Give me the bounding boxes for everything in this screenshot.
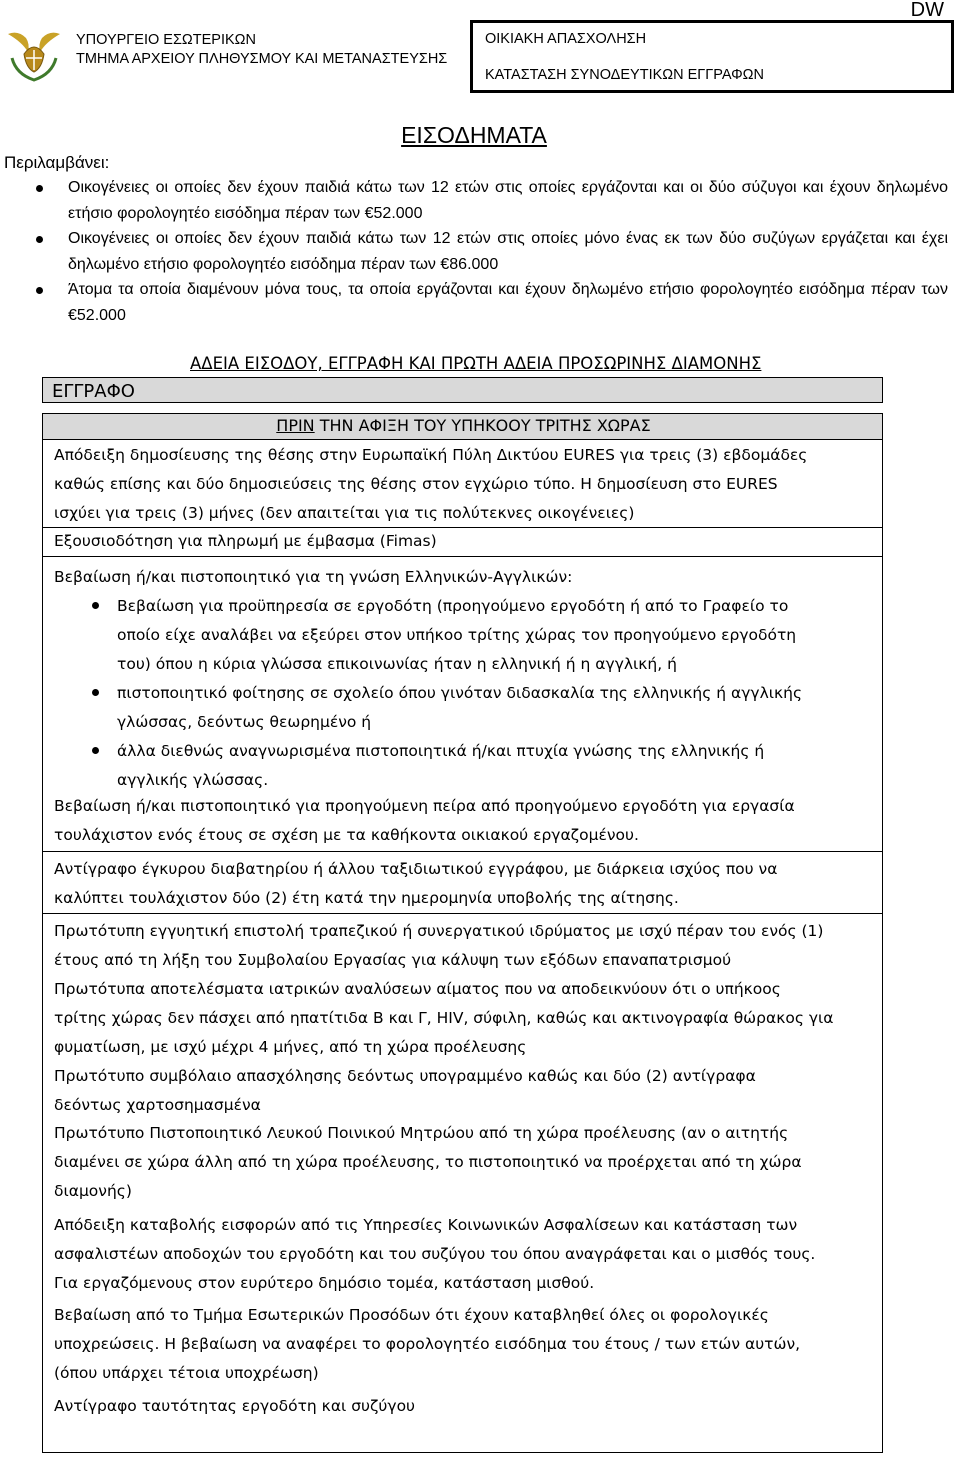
sub-item: Βεβαίωση για προϋπηρεσία σε εργοδότη (προηγούμενο εργοδότη ή από το Γραφείο το οποίο είχε αναλάβει να εξεύρει στον υπήκοο τρίτης χώρας τον προηγούμενο εργοδότη του) όπου η κύρια γλώσσα επικοινωνίας ήταν η ελληνική ή η αγγλική, ή xyxy=(54,592,876,679)
employment-type: ΟΙΚΙΑΚΗ ΑΠΑΣΧΟΛΗΣΗ xyxy=(485,31,647,47)
section-header-bar xyxy=(42,377,883,403)
document-row: Πρωτότυπο συμβόλαιο απασχόλησης δεόντως υπογραμμένο καθώς και δύο (2) αντίγραφα δεόντως χαρτοσημασμένα xyxy=(54,1067,756,1114)
document-row: Πρωτότυπο Πιστοποιητικό Λευκού Ποινικού Μητρώου από τη χώρα προέλευσης (αν ο αιτητής διαμένει σε χώρα άλλη από τη χώρα προέλευσης, το πιστοποιητικό να προέρχεται από τη χώρα διαμονής) xyxy=(54,1124,802,1200)
ministry-heading xyxy=(76,31,447,69)
document-row: Αντίγραφο ταυτότητας εργοδότη και συζύγου xyxy=(54,1397,416,1415)
income-title: ΕΙΣΟΔΗΜΑΤΑ xyxy=(401,122,547,148)
sub-item: πιστοποιητικό φοίτησης σε σχολείο όπου γινόταν διδασκαλία της ελληνικής ή αγγλικής γλώσσας, δεόντως θεωρημένο ή xyxy=(54,679,876,737)
document-row: Βεβαίωση ή/και πιστοποιητικό για τη γνώση Ελληνικών-Αγγλικών: Βεβαίωση για προϋπηρεσία σε εργοδότη (προηγούμενο εργοδότη ή από το Γραφείο το οποίο είχε αναλάβει να εξεύρει στον υπήκοο τρίτης χώρας τον προηγούμενο εργοδότη του) όπου η κύρια γλώσσα επικοινωνίας ήταν η ελληνική ή η αγγλική, ή πιστοποιητικό φοίτησης σε σχολείο όπου γινόταν διδασκαλία της ελληνικής ή αγγλικής γλώσσας, δεόντως θεωρημένο ή άλλα διεθνώς αναγνωρισμένα πιστοποιητικά ή/και πτυχία γνώσης της ελληνικής ή αγγλικής γλώσσας. xyxy=(54,563,876,795)
bullet-icon xyxy=(92,689,99,696)
subsection-header-bar xyxy=(42,413,883,440)
income-criterion: Οικογένειες οι οποίες δεν έχουν παιδιά κάτω των 12 ετών στις οποίες μόνο ένας εκ των δύο συζύγων εργάζεται και έχει δηλωμένο ετήσιο φορολογητέο εισόδημα πέραν των €86.000 xyxy=(36,226,948,277)
bullet-icon xyxy=(36,185,43,192)
section-title: ΑΔΕΙΑ ΕΙΣΟΔΟΥ, ΕΓΓΡΑΦΗ ΚΑΙ ΠΡΩΤΗ ΑΔΕΙΑ ΠΡΟΣΩΡΙΝΗΣ ΔΙΑΜΟΝΗΣ xyxy=(190,354,762,373)
ministry-name: ΥΠΟΥΡΓΕΙΟ ΕΣΩΤΕΡΙΚΩΝ xyxy=(76,32,256,48)
document-row: Απόδειξη δημοσίευσης της θέσης στην Ευρωπαϊκή Πύλη Δικτύου EURES για τρεις (3) εβδομάδες καθώς επίσης και δύο δημοσιεύσεις της θέσης στον εγχώριο τύπο. Η δημοσίευση στο EURES ισχύει για τρεις (3) μήνες (δεν απαιτείται για τις πολύτεκνες οικογένειες) xyxy=(54,446,808,522)
header-box xyxy=(470,20,954,93)
bullet-icon xyxy=(36,287,43,294)
income-criteria-list xyxy=(36,175,948,328)
income-criterion: Οικογένειες οι οποίες δεν έχουν παιδιά κάτω των 12 ετών στις οποίες εργάζονται και οι δύο σύζυγοι και έχουν δηλωμένο ετήσιο φορολογητέο εισόδημα πέραν των €52.000 xyxy=(36,175,948,226)
includes-label: Περιλαμβάνει: xyxy=(4,153,110,172)
subsection-title: ΠΡΙΝ ΤΗΝ ΑΦΙΞΗ ΤΟΥ ΥΠΗΚΟΟΥ ΤΡΙΤΗΣ ΧΩΡΑΣ xyxy=(276,416,651,435)
row-divider xyxy=(42,556,883,557)
documents-list-title: ΚΑΤΑΣΤΑΣΗ ΣΥΝΟΔΕΥΤΙΚΩΝ ΕΓΓΡΑΦΩΝ xyxy=(485,67,764,83)
document-row: Πρωτότυπη εγγυητική επιστολή τραπεζικού ή συνεργατικού ιδρύματος με ισχύ πέραν του ενός (1) έτους από τη λήξη του Συμβολαίου Εργασίας για κάλυψη των εξόδων επαναπατρισμού xyxy=(54,922,824,969)
document-row: Βεβαίωση από το Τμήμα Εσωτερικών Προσόδων ότι έχουν καταβληθεί όλες οι φορολογικές υποχρεώσεις. Η βεβαίωση να αναφέρει το φορολογητέο εισόδημα του έτους / των ετών αυτών, (όπου υπάρχει τέτοια υποχρέωση) xyxy=(54,1306,801,1382)
bullet-icon xyxy=(92,602,99,609)
income-criterion: Άτομα τα οποία διαμένουν μόνα τους, τα οποία εργάζονται και έχουν δηλωμένο ετήσιο φορολογητέο εισόδημα πέραν των €52.000 xyxy=(36,277,948,328)
document-row: Πρωτότυπα αποτελέσματα ιατρικών αναλύσεων αίματος που να αποδεικνύουν ότι ο υπήκοος τρίτης χώρας δεν πάσχει από ηπατίτιδα Β και Γ, HIV, σύφιλη, καθώς και ακτινογραφία θώρακος για φυματίωση, με ισχύ μέχρι 4 μήνες, από τη χώρα προέλευσης xyxy=(54,980,834,1056)
department-name: ΤΜΗΜΑ ΑΡΧΕΙΟΥ ΠΛΗΘΥΣΜΟΥ ΚΑΙ ΜΕΤΑΝΑΣΤΕΥΣΗΣ xyxy=(76,51,448,67)
sub-item: άλλα διεθνώς αναγνωρισμένα πιστοποιητικά ή/και πτυχία γνώσης της ελληνικής ή αγγλικής γλώσσας. xyxy=(54,737,876,795)
document-row: Αντίγραφο έγκυρου διαβατηρίου ή άλλου ταξιδιωτικού εγγράφου, με διάρκεια ισχύος που να καλύπτει τουλάχιστον δύο (2) έτη κατά την ημερομηνία υποβολής της αίτησης. xyxy=(54,860,778,907)
document-code: DW xyxy=(910,0,944,21)
document-column-label: ΕΓΓΡΑΦΟ xyxy=(52,381,135,402)
coat-of-arms-logo xyxy=(4,28,64,84)
row-divider xyxy=(42,851,883,852)
document-row: Εξουσιοδότηση για πληρωμή με έμβασμα (Fimas) xyxy=(54,532,437,550)
table-bottom xyxy=(42,1452,883,1453)
document-row: Βεβαίωση ή/και πιστοποιητικό για προηγούμενη πείρα από προηγούμενο εργοδότη για εργασία τουλάχιστον ενός έτους σε σχέση με τα καθήκοντα οικιακού εργαζομένου. xyxy=(54,797,795,844)
document-row: Απόδειξη καταβολής εισφορών από τις Υπηρεσίες Κοινωνικών Ασφαλίσεων και κατάσταση των ασφαλιστέων αποδοχών του εργοδότη και του συζύγου του όπου αναγράφεται και ο μισθός τους. Για εργαζόμενους στον ευρύτερο δημόσιο τομέα, κατάσταση μισθού. xyxy=(54,1216,816,1292)
bullet-icon xyxy=(92,747,99,754)
bullet-icon xyxy=(36,236,43,243)
row-divider xyxy=(42,913,883,914)
